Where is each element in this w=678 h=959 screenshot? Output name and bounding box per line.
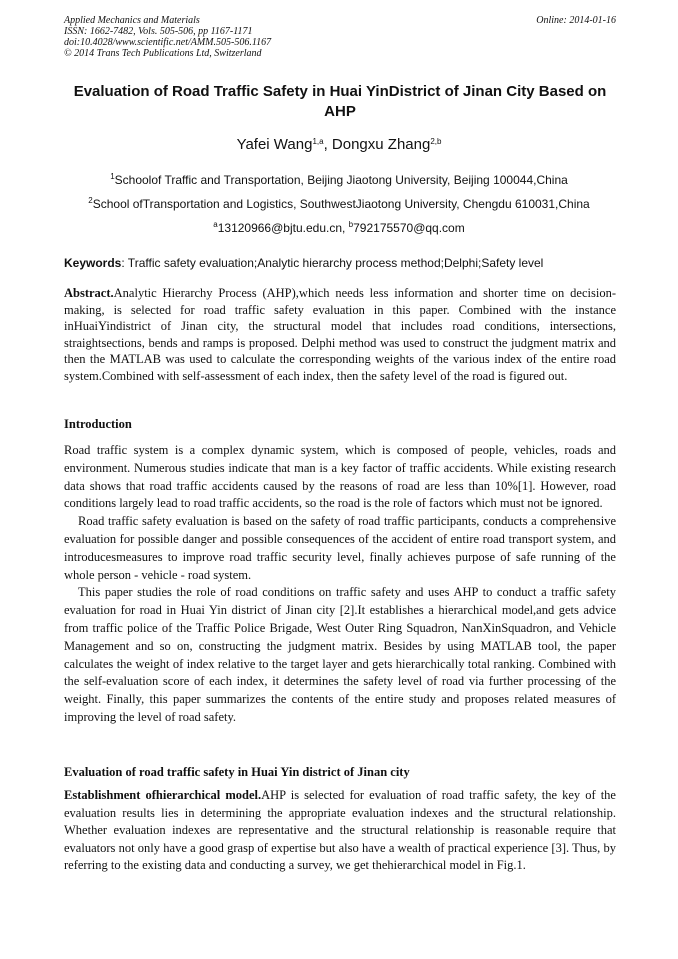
- keywords: [64, 256, 616, 270]
- abstract: [64, 285, 616, 384]
- email-line: [0, 221, 678, 235]
- email-a: 13120966@bjtu.edu.cn,: [217, 221, 349, 235]
- affiliation-2-text: School ofTransportation and Logistics, SouthwestJiaotong University, Chengdu 610031,China: [92, 197, 590, 211]
- keywords-label: Keywords: [64, 256, 122, 270]
- section-2-body: [64, 787, 616, 875]
- author-1-name: Yafei Wang: [236, 136, 313, 153]
- introduction-heading: Introduction: [64, 417, 132, 431]
- email-b: 792175570@qq.com: [353, 221, 465, 235]
- section-2-text: AHP is selected for evaluation of road traffic safety, the key of the evaluation results lies in determining the appropriate evaluation indexes and the structural relationship. Whether evaluation indexes are representative and the structural relationship is reasonable require that evaluators not only have a good grasp of expertise but also have a wealth of practical experience [3]. Thus, by referring to the existing data and conducting a survey, we get thehierarchical model in Fig.1.: [64, 788, 616, 872]
- keywords-text: : Traffic safety evaluation;Analytic hierarchy process method;Delphi;Safety level: [121, 256, 544, 270]
- author-1-sup: 1,a: [312, 137, 324, 146]
- online-date: Online: 2014-01-16: [536, 15, 616, 26]
- author-line: [0, 136, 678, 153]
- author-separator: ,: [323, 136, 332, 153]
- section-2-sub-label: Establishment ofhierarchical model.: [64, 788, 262, 802]
- email-b-sup: b: [348, 220, 354, 229]
- journal-name: Applied Mechanics and Materials: [64, 15, 200, 26]
- abstract-label: Abstract.: [64, 286, 114, 300]
- intro-paragraph-2: Road traffic safety evaluation is based on the safety of road traffic participants, conducts a comprehensive evaluation for possible danger and possible consequences of the accident of entire road transport system, and introducesmeasures to improve road traffic security level, finally achieves purpose of safe running of the whole person - vehicle - road system.: [64, 514, 616, 582]
- affiliation-1-text: Schoolof Traffic and Transportation, Beijing Jiaotong University, Beijing 100044,China: [114, 173, 568, 187]
- email-a-sup: a: [213, 220, 218, 229]
- affiliation-1: [0, 173, 678, 187]
- introduction-body: [64, 442, 616, 727]
- copyright-line: © 2014 Trans Tech Publications Ltd, Switzerland: [64, 48, 262, 59]
- paper-title: Evaluation of Road Traffic Safety in Huai YinDistrict of Jinan City Based on AHP: [73, 83, 607, 120]
- author-2-sup: 2,b: [430, 137, 442, 146]
- affiliation-1-sup: 1: [110, 172, 115, 181]
- section-2-heading: Evaluation of road traffic safety in Huai Yin district of Jinan city: [64, 765, 410, 779]
- issn-line: ISSN: 1662-7482, Vols. 505-506, pp 1167-1171: [64, 26, 253, 37]
- doi-line: doi:10.4028/www.scientific.net/AMM.505-506.1167: [64, 37, 272, 48]
- affiliation-2-sup: 2: [88, 196, 93, 205]
- author-2-name: Dongxu Zhang: [331, 136, 431, 153]
- abstract-text: Analytic Hierarchy Process (AHP),which needs less information and shorter time on decision-making, is selected for road traffic safety evaluation in this paper. Combined with the instance inHuaiYindistrict of Jinan city, the structural model that includes road conditions, intersections, straightsections, bends and ramps is proposed. Delphi method was used to construct the judgment matrix and then the MATLAB was used to calculate the corresponding weights of the various index of the entire road system.Combined with self-assessment of each index, then the safety level of the road is figured out.: [64, 286, 616, 383]
- intro-paragraph-1: Road traffic system is a complex dynamic system, which is composed of people, vehicles, roads and environment. Numerous studies indicate that man is a key factor of traffic accidents. While existing research data shows that road traffic accidents caused by the reasons of road are less than 10%[1]. However, road conditions largely lead to road traffic accidents, so the road is the role of factors which must not be ignored.: [64, 443, 616, 511]
- affiliation-2: [0, 197, 678, 211]
- intro-paragraph-3: This paper studies the role of road conditions on traffic safety and uses AHP to conduct a traffic safety evaluation for road in Huai Yin district of Jinan city [2].It establishes a hierarchical model,and gets advice from traffic police of the Traffic Police Brigade, West Outer Ring Squadron, NanXinSquadron, and Vehicle Management and so on, constructing the judgment matrix. Besides by using MATLAB tool, the paper calculates the weight of index relative to the target layer and gets hierarchically total ranking. Combined with the self-evaluation score of each index, it determines the safety level of road via further processing of the weight. Finally, this paper summarizes the contents of the entire study and proposes related measures of improving the level of road safety.: [64, 585, 616, 724]
- journal-header: [64, 15, 616, 59]
